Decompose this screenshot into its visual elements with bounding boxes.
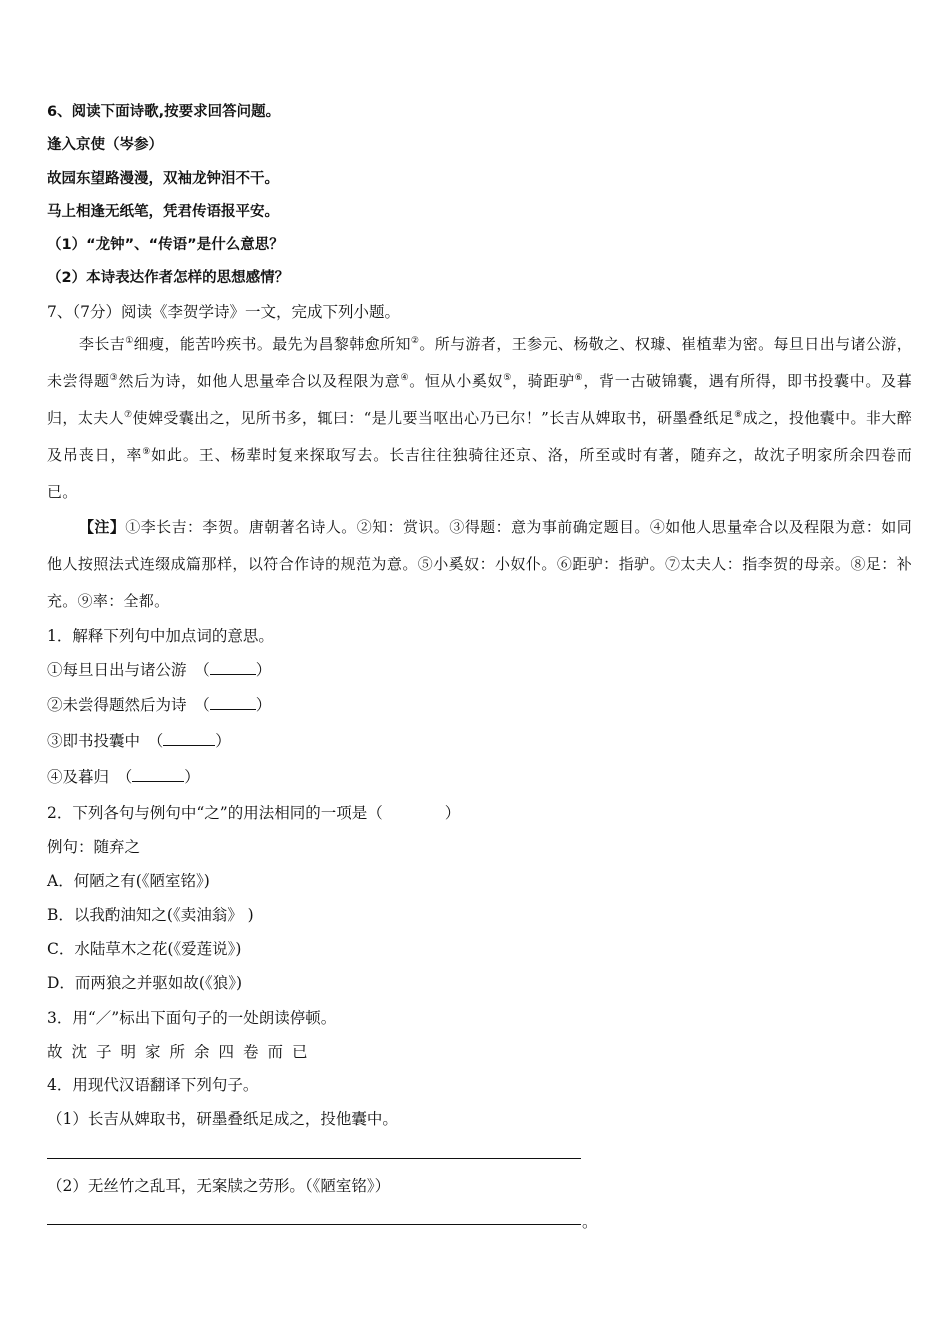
footnote-marker: ④ bbox=[400, 373, 410, 383]
footnote-marker: ⑨ bbox=[142, 447, 152, 457]
translate-sentence-2: （2）无丝竹之乱耳，无案牍之劳形。（《陋室铭》） bbox=[47, 1177, 391, 1195]
q6-heading: 6、阅读下面诗歌,按要求回答问题。 bbox=[47, 104, 281, 120]
answer-line[interactable] bbox=[47, 1224, 581, 1225]
poem-line-1: 故园东望路漫漫，双袖龙钟泪不干。 bbox=[47, 171, 279, 187]
task1-prompt: 1．解释下列句中加点词的意思。 bbox=[47, 627, 274, 645]
task1-item: ④及暮归 （ ） bbox=[47, 768, 200, 786]
answer-blank[interactable] bbox=[210, 662, 256, 675]
translate-sentence-1: （1）长吉从婢取书，研墨叠纸足成之，投他囊中。 bbox=[47, 1110, 398, 1128]
task3-prompt: 3．用“／”标出下面句子的一处朗读停顿。 bbox=[47, 1009, 337, 1027]
task1-item: ②未尝得题然后为诗 （ ） bbox=[47, 696, 272, 714]
q7-heading: 7、（7分）阅读《李贺学诗》一文，完成下列小题。 bbox=[47, 303, 400, 321]
option-b[interactable]: B．以我酌油知之(《卖油翁》 ) bbox=[47, 906, 254, 924]
q6-sub-question-2: （2）本诗表达作者怎样的思想感情？ bbox=[47, 270, 290, 286]
option-d[interactable]: D．而两狼之并驱如故(《狼》) bbox=[47, 974, 243, 992]
footnote-marker: ⑤ bbox=[503, 373, 512, 383]
footnote-marker: ⑥ bbox=[574, 373, 584, 383]
footnote-marker: ① bbox=[125, 336, 134, 346]
note-text: ①李长吉：李贺。唐朝著名诗人。②知：赏识。③得题：意为事前确定题目。④如他人思量牵合以及程限为意：如同他人按照法式连缀成篇那样，以符合作诗的规范为意。⑤小奚奴：小奴仆。⑥距驴：指驴。⑦太夫人：指李贺的母亲。⑧足：补充。⑨率：全都。 bbox=[47, 518, 912, 610]
classical-passage: 李长吉①细瘦，能苦吟疾书。最先为昌黎韩愈所知②。所与游者，王参元、杨敬之、权璩、崔植辈为密。每旦日出与诸公游，未尝得题③然后为诗，如他人思量牵合以及程限为意④。恒从小奚奴⑤，骑距驴⑥，背一古破锦囊，遇有所得，即书投囊中。及暮归，太夫人⑦使婢受囊出之，见所书多，辄曰：“是儿要当呕出心乃已尔！”长吉从婢取书，研墨叠纸足⑧成之，投他囊中。非大醉及吊丧日，率⑨如此。王、杨辈时复来探取写去。长吉往往独骑往还京、洛，所至或时有著，随弃之，故沈子明家所余四卷而已。 bbox=[47, 335, 913, 501]
answer-line[interactable] bbox=[47, 1158, 581, 1159]
option-a[interactable]: A．何陋之有(《陋室铭》) bbox=[47, 872, 210, 890]
task4-prompt: 4．用现代汉语翻译下列句子。 bbox=[47, 1076, 259, 1094]
note-label: 【注】 bbox=[79, 518, 126, 536]
q6-sub-question-1: （1）“龙钟”、“传语”是什么意思？ bbox=[47, 237, 284, 253]
task1-item: ③即书投囊中 （ ） bbox=[47, 732, 231, 750]
footnote-marker: ⑧ bbox=[734, 410, 743, 420]
option-c[interactable]: C．水陆草木之花(《爱莲说》) bbox=[47, 940, 242, 958]
footnote-marker: ⑦ bbox=[124, 410, 133, 420]
footnote-marker: ③ bbox=[109, 373, 119, 383]
answer-blank[interactable] bbox=[210, 697, 256, 710]
pause-sentence: 故沈子明家所余四卷而已 bbox=[47, 1043, 317, 1061]
poem-title: 逢入京使（岑参） bbox=[47, 137, 163, 153]
footnote-marker: ② bbox=[410, 336, 420, 346]
poem-line-2: 马上相逢无纸笔，凭君传语报平安。 bbox=[47, 204, 279, 220]
task2-prompt: 2．下列各句与例句中“之”的用法相同的一项是（ ） bbox=[47, 804, 461, 822]
answer-blank[interactable] bbox=[132, 769, 184, 782]
task2-example: 例句：随弃之 bbox=[47, 838, 141, 856]
answer-blank[interactable] bbox=[163, 733, 215, 746]
annotation-notes bbox=[47, 509, 912, 620]
task1-item: ①每旦日出与诸公游 （ ） bbox=[47, 661, 272, 679]
end-mark: 。 bbox=[582, 1213, 598, 1231]
